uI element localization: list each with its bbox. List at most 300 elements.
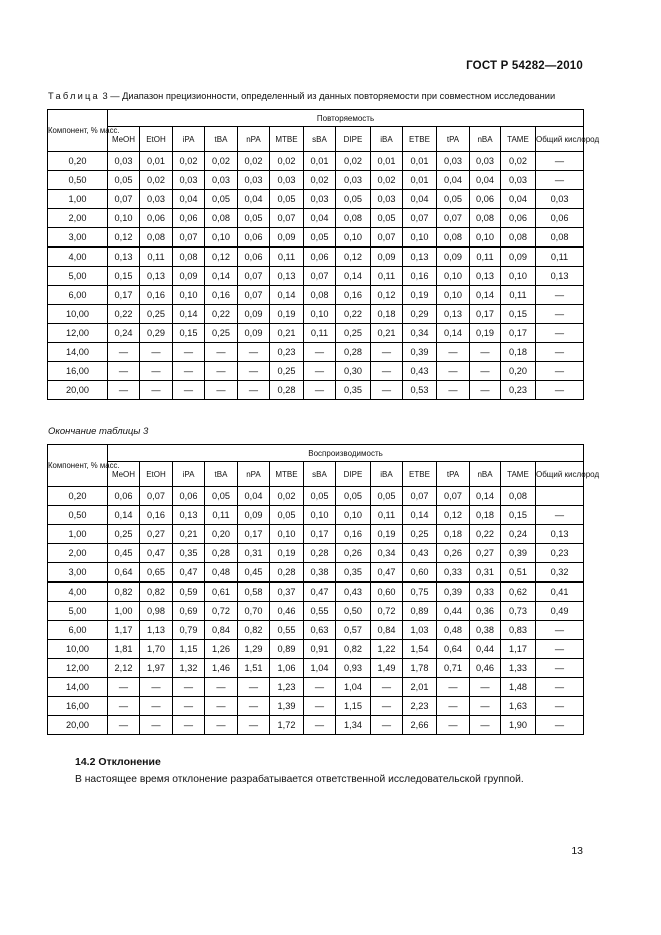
column-header: tPA bbox=[437, 127, 470, 152]
value-cell: 0,32 bbox=[536, 563, 584, 583]
value-cell: — bbox=[437, 678, 470, 697]
value-cell: 0,73 bbox=[501, 602, 536, 621]
value-cell: — bbox=[205, 716, 238, 735]
value-cell: 0,12 bbox=[437, 506, 470, 525]
value-cell: — bbox=[536, 716, 584, 735]
value-cell: 0,63 bbox=[304, 621, 336, 640]
value-cell: 0,16 bbox=[403, 267, 437, 286]
value-cell: 0,02 bbox=[140, 171, 173, 190]
value-cell: 1,90 bbox=[501, 716, 536, 735]
value-cell: — bbox=[437, 381, 470, 400]
value-cell: 0,02 bbox=[501, 152, 536, 171]
table-row bbox=[48, 247, 584, 267]
value-cell: 0,04 bbox=[437, 171, 470, 190]
component-cell: 6,00 bbox=[48, 621, 108, 640]
value-cell: — bbox=[371, 343, 403, 362]
value-cell: 0,04 bbox=[238, 190, 270, 209]
value-cell: — bbox=[304, 381, 336, 400]
value-cell: 0,72 bbox=[205, 602, 238, 621]
table-row bbox=[48, 228, 584, 248]
value-cell: 0,14 bbox=[403, 506, 437, 525]
value-cell: 2,12 bbox=[108, 659, 140, 678]
value-cell: 1,54 bbox=[403, 640, 437, 659]
value-cell: — bbox=[140, 697, 173, 716]
section-title: 14.2 Отклонение bbox=[75, 756, 161, 768]
value-cell: 0,05 bbox=[304, 228, 336, 248]
column-header: MeOH bbox=[108, 127, 140, 152]
value-cell: 0,41 bbox=[536, 582, 584, 602]
value-cell: — bbox=[536, 506, 584, 525]
value-cell: 0,11 bbox=[501, 286, 536, 305]
value-cell: 0,25 bbox=[336, 324, 371, 343]
value-cell: 0,59 bbox=[173, 582, 205, 602]
value-cell: 0,45 bbox=[108, 544, 140, 563]
value-cell: 0,37 bbox=[270, 582, 304, 602]
value-cell: 0,47 bbox=[371, 563, 403, 583]
value-cell: 0,03 bbox=[371, 190, 403, 209]
column-header: iPA bbox=[173, 127, 205, 152]
value-cell: 0,27 bbox=[140, 525, 173, 544]
value-cell: — bbox=[173, 697, 205, 716]
value-cell: 0,08 bbox=[205, 209, 238, 228]
value-cell: 0,05 bbox=[371, 209, 403, 228]
value-cell: 0,03 bbox=[205, 171, 238, 190]
value-cell: 1,97 bbox=[140, 659, 173, 678]
value-cell: 0,48 bbox=[205, 563, 238, 583]
value-cell: 0,72 bbox=[371, 602, 403, 621]
value-cell: 0,25 bbox=[140, 305, 173, 324]
value-cell: 0,04 bbox=[173, 190, 205, 209]
value-cell: — bbox=[238, 381, 270, 400]
value-cell: 0,11 bbox=[270, 247, 304, 267]
column-header: tBA bbox=[205, 462, 238, 487]
table-row bbox=[48, 343, 584, 362]
component-cell: 2,00 bbox=[48, 209, 108, 228]
value-cell: 0,58 bbox=[238, 582, 270, 602]
value-cell: 0,25 bbox=[270, 362, 304, 381]
value-cell: — bbox=[205, 678, 238, 697]
value-cell: 0,01 bbox=[403, 152, 437, 171]
value-cell: 0,06 bbox=[108, 487, 140, 506]
value-cell: 0,05 bbox=[336, 487, 371, 506]
value-cell: 0,53 bbox=[403, 381, 437, 400]
table-row bbox=[48, 621, 584, 640]
value-cell: 0,05 bbox=[336, 190, 371, 209]
value-cell: 0,24 bbox=[108, 324, 140, 343]
value-cell: 0,02 bbox=[371, 171, 403, 190]
value-cell: 0,89 bbox=[403, 602, 437, 621]
column-header: nPA bbox=[238, 127, 270, 152]
value-cell: — bbox=[437, 697, 470, 716]
value-cell: — bbox=[173, 678, 205, 697]
component-cell: 0,50 bbox=[48, 171, 108, 190]
value-cell: 0,03 bbox=[140, 190, 173, 209]
table-row bbox=[48, 525, 584, 544]
table-row bbox=[48, 286, 584, 305]
value-cell: 0,11 bbox=[371, 506, 403, 525]
table-row bbox=[48, 152, 584, 171]
value-cell: 0,17 bbox=[470, 305, 501, 324]
value-cell: 0,21 bbox=[371, 324, 403, 343]
value-cell: 0,22 bbox=[205, 305, 238, 324]
value-cell: 0,14 bbox=[336, 267, 371, 286]
value-cell: 0,35 bbox=[336, 563, 371, 583]
value-cell: 0,23 bbox=[270, 343, 304, 362]
value-cell: 0,01 bbox=[140, 152, 173, 171]
component-cell: 16,00 bbox=[48, 697, 108, 716]
component-cell: 4,00 bbox=[48, 582, 108, 602]
value-cell: 0,28 bbox=[205, 544, 238, 563]
value-cell: 0,18 bbox=[371, 305, 403, 324]
table-caption bbox=[48, 91, 555, 101]
value-cell: 0,03 bbox=[470, 152, 501, 171]
value-cell: 0,57 bbox=[336, 621, 371, 640]
component-cell: 20,00 bbox=[48, 716, 108, 735]
value-cell: — bbox=[238, 678, 270, 697]
value-cell: — bbox=[371, 678, 403, 697]
table-row bbox=[48, 716, 584, 735]
value-cell: 0,11 bbox=[536, 247, 584, 267]
value-cell: 0,84 bbox=[205, 621, 238, 640]
value-cell: 0,24 bbox=[501, 525, 536, 544]
value-cell: 0,33 bbox=[470, 582, 501, 602]
value-cell: 1,39 bbox=[270, 697, 304, 716]
component-cell: 0,50 bbox=[48, 506, 108, 525]
table-row bbox=[48, 544, 584, 563]
component-cell: 16,00 bbox=[48, 362, 108, 381]
value-cell: 0,33 bbox=[437, 563, 470, 583]
value-cell: 0,89 bbox=[270, 640, 304, 659]
value-cell: — bbox=[536, 343, 584, 362]
table-row bbox=[48, 171, 584, 190]
value-cell: 0,25 bbox=[108, 525, 140, 544]
value-cell: — bbox=[437, 362, 470, 381]
value-cell: — bbox=[140, 343, 173, 362]
value-cell: 0,13 bbox=[470, 267, 501, 286]
table-header-row bbox=[48, 110, 584, 127]
component-cell: 0,20 bbox=[48, 152, 108, 171]
value-cell: 0,06 bbox=[140, 209, 173, 228]
value-cell: 0,11 bbox=[470, 247, 501, 267]
value-cell: 0,07 bbox=[140, 487, 173, 506]
value-cell: 0,15 bbox=[173, 324, 205, 343]
column-header: EtOH bbox=[140, 462, 173, 487]
value-cell: 0,10 bbox=[437, 286, 470, 305]
value-cell: — bbox=[238, 716, 270, 735]
component-column-header: Компонент, % масс. bbox=[48, 110, 108, 152]
value-cell: 0,15 bbox=[501, 506, 536, 525]
table-header-row bbox=[48, 127, 584, 152]
value-cell: 0,13 bbox=[108, 247, 140, 267]
column-header: TAME bbox=[501, 127, 536, 152]
value-cell: 0,16 bbox=[336, 286, 371, 305]
value-cell: — bbox=[140, 716, 173, 735]
value-cell: 0,07 bbox=[304, 267, 336, 286]
column-header: Общий кислород bbox=[536, 462, 584, 487]
value-cell: 1,29 bbox=[238, 640, 270, 659]
column-header: EtOH bbox=[140, 127, 173, 152]
value-cell: 0,07 bbox=[437, 487, 470, 506]
table-row bbox=[48, 209, 584, 228]
value-cell: — bbox=[304, 343, 336, 362]
value-cell: 0,10 bbox=[304, 506, 336, 525]
value-cell: 0,47 bbox=[304, 582, 336, 602]
value-cell: 0,03 bbox=[304, 190, 336, 209]
value-cell: 0,07 bbox=[270, 209, 304, 228]
value-cell: — bbox=[536, 305, 584, 324]
value-cell: 0,04 bbox=[470, 171, 501, 190]
value-cell: — bbox=[304, 678, 336, 697]
value-cell: 1,22 bbox=[371, 640, 403, 659]
value-cell: 0,02 bbox=[205, 152, 238, 171]
value-cell: 0,05 bbox=[371, 487, 403, 506]
value-cell: 0,26 bbox=[336, 544, 371, 563]
value-cell: 0,09 bbox=[238, 305, 270, 324]
value-cell: 0,10 bbox=[437, 267, 470, 286]
value-cell: 1,15 bbox=[173, 640, 205, 659]
value-cell: 0,04 bbox=[403, 190, 437, 209]
value-cell: 0,12 bbox=[371, 286, 403, 305]
value-cell: 1,49 bbox=[371, 659, 403, 678]
value-cell: 0,55 bbox=[270, 621, 304, 640]
value-cell: 0,07 bbox=[238, 286, 270, 305]
value-cell: 0,03 bbox=[336, 171, 371, 190]
value-cell: 0,05 bbox=[108, 171, 140, 190]
value-cell: 1,04 bbox=[304, 659, 336, 678]
value-cell: — bbox=[536, 362, 584, 381]
value-cell: 0,06 bbox=[238, 247, 270, 267]
value-cell: — bbox=[205, 343, 238, 362]
value-cell: 0,91 bbox=[304, 640, 336, 659]
value-cell: 1,48 bbox=[501, 678, 536, 697]
value-cell: 1,15 bbox=[336, 697, 371, 716]
column-header: tPA bbox=[437, 462, 470, 487]
value-cell: — bbox=[536, 640, 584, 659]
value-cell: 0,08 bbox=[536, 228, 584, 248]
value-cell: 0,07 bbox=[371, 228, 403, 248]
value-cell: — bbox=[371, 362, 403, 381]
value-cell: 0,03 bbox=[536, 190, 584, 209]
component-cell: 1,00 bbox=[48, 525, 108, 544]
value-cell: 0,25 bbox=[403, 525, 437, 544]
value-cell: 0,19 bbox=[270, 544, 304, 563]
column-header: DIPE bbox=[336, 127, 371, 152]
value-cell: 0,14 bbox=[205, 267, 238, 286]
value-cell: 0,02 bbox=[304, 171, 336, 190]
value-cell: 0,12 bbox=[336, 247, 371, 267]
value-cell: 0,01 bbox=[403, 171, 437, 190]
value-cell: 0,48 bbox=[437, 621, 470, 640]
value-cell: 0,06 bbox=[173, 487, 205, 506]
value-cell: 0,38 bbox=[304, 563, 336, 583]
table-row bbox=[48, 381, 584, 400]
column-header: nBA bbox=[470, 462, 501, 487]
value-cell: 1,17 bbox=[108, 621, 140, 640]
value-cell: 0,20 bbox=[501, 362, 536, 381]
value-cell: 0,14 bbox=[470, 286, 501, 305]
value-cell: — bbox=[238, 362, 270, 381]
value-cell: 0,03 bbox=[501, 171, 536, 190]
value-cell: 0,28 bbox=[270, 563, 304, 583]
component-cell: 5,00 bbox=[48, 602, 108, 621]
column-header: ETBE bbox=[403, 462, 437, 487]
column-header: sBA bbox=[304, 462, 336, 487]
value-cell: 0,09 bbox=[270, 228, 304, 248]
component-column-header: Компонент, % масс. bbox=[48, 445, 108, 487]
value-cell: 2,66 bbox=[403, 716, 437, 735]
value-cell: 0,16 bbox=[205, 286, 238, 305]
component-cell: 6,00 bbox=[48, 286, 108, 305]
value-cell: 0,03 bbox=[437, 152, 470, 171]
value-cell: 0,70 bbox=[238, 602, 270, 621]
value-cell: 0,02 bbox=[336, 152, 371, 171]
table-row bbox=[48, 190, 584, 209]
table-row bbox=[48, 640, 584, 659]
value-cell: — bbox=[536, 286, 584, 305]
value-cell: 0,82 bbox=[238, 621, 270, 640]
value-cell: 0,47 bbox=[173, 563, 205, 583]
value-cell: 0,79 bbox=[173, 621, 205, 640]
value-cell: 0,98 bbox=[140, 602, 173, 621]
value-cell: 0,12 bbox=[205, 247, 238, 267]
value-cell: 0,01 bbox=[371, 152, 403, 171]
value-cell: 0,17 bbox=[501, 324, 536, 343]
value-cell: 1,78 bbox=[403, 659, 437, 678]
value-cell: 0,02 bbox=[270, 152, 304, 171]
value-cell: 0,62 bbox=[501, 582, 536, 602]
value-cell: — bbox=[536, 152, 584, 171]
value-cell: 1,04 bbox=[336, 678, 371, 697]
value-cell: 1,32 bbox=[173, 659, 205, 678]
value-cell: 0,04 bbox=[304, 209, 336, 228]
value-cell: — bbox=[437, 343, 470, 362]
value-cell: 0,11 bbox=[205, 506, 238, 525]
value-cell: 0,29 bbox=[140, 324, 173, 343]
table-row bbox=[48, 267, 584, 286]
value-cell: 0,06 bbox=[536, 209, 584, 228]
value-cell: 1,46 bbox=[205, 659, 238, 678]
value-cell: — bbox=[205, 697, 238, 716]
table-row bbox=[48, 563, 584, 583]
column-header: iBA bbox=[371, 462, 403, 487]
value-cell: 0,35 bbox=[173, 544, 205, 563]
column-header: TAME bbox=[501, 462, 536, 487]
value-cell: 0,18 bbox=[470, 506, 501, 525]
table-row bbox=[48, 582, 584, 602]
value-cell: 0,15 bbox=[501, 305, 536, 324]
value-cell: 0,13 bbox=[437, 305, 470, 324]
column-header: nPA bbox=[238, 462, 270, 487]
value-cell: 0,14 bbox=[108, 506, 140, 525]
repeatability-table bbox=[47, 109, 600, 400]
value-cell: 0,06 bbox=[501, 209, 536, 228]
column-header: MeOH bbox=[108, 462, 140, 487]
table-row bbox=[48, 506, 584, 525]
value-cell: 0,08 bbox=[336, 209, 371, 228]
value-cell: — bbox=[536, 171, 584, 190]
value-cell: 0,44 bbox=[470, 640, 501, 659]
value-cell: 0,09 bbox=[238, 324, 270, 343]
value-cell: — bbox=[238, 697, 270, 716]
value-cell: — bbox=[470, 381, 501, 400]
column-header: sBA bbox=[304, 127, 336, 152]
value-cell: — bbox=[173, 716, 205, 735]
value-cell: — bbox=[536, 621, 584, 640]
value-cell: 0,07 bbox=[238, 267, 270, 286]
value-cell: 0,18 bbox=[501, 343, 536, 362]
value-cell: 0,09 bbox=[437, 247, 470, 267]
value-cell: 0,09 bbox=[371, 247, 403, 267]
component-cell: 14,00 bbox=[48, 678, 108, 697]
value-cell: 0,82 bbox=[140, 582, 173, 602]
value-cell: 0,13 bbox=[536, 267, 584, 286]
value-cell: 0,43 bbox=[403, 544, 437, 563]
value-cell: — bbox=[108, 381, 140, 400]
value-cell: — bbox=[304, 716, 336, 735]
value-cell: 0,10 bbox=[403, 228, 437, 248]
value-cell: 0,08 bbox=[304, 286, 336, 305]
value-cell: — bbox=[108, 343, 140, 362]
value-cell: 0,09 bbox=[173, 267, 205, 286]
value-cell: 0,07 bbox=[437, 209, 470, 228]
value-cell: 1,00 bbox=[108, 602, 140, 621]
table-row bbox=[48, 678, 584, 697]
value-cell: 0,21 bbox=[270, 324, 304, 343]
value-cell: 0,03 bbox=[270, 171, 304, 190]
table-caption-text: 3 — Диапазон прецизионности, определенный из данных повторяемости при совместном исследовании bbox=[102, 91, 556, 101]
value-cell: 0,05 bbox=[437, 190, 470, 209]
value-cell: 0,03 bbox=[173, 171, 205, 190]
value-cell: 0,13 bbox=[173, 506, 205, 525]
value-cell: — bbox=[371, 716, 403, 735]
value-cell: 1,03 bbox=[403, 621, 437, 640]
group-header: Воспроизводимость bbox=[108, 445, 584, 462]
value-cell: 0,55 bbox=[304, 602, 336, 621]
table-row bbox=[48, 659, 584, 678]
section-paragraph: В настоящее время отклонение разрабатывается ответственной исследовательской группой. bbox=[75, 774, 524, 785]
value-cell: 0,10 bbox=[270, 525, 304, 544]
value-cell: 0,93 bbox=[336, 659, 371, 678]
value-cell: 0,64 bbox=[437, 640, 470, 659]
value-cell: 0,08 bbox=[437, 228, 470, 248]
value-cell: 0,07 bbox=[403, 487, 437, 506]
value-cell: 0,05 bbox=[238, 209, 270, 228]
value-cell: 0,08 bbox=[501, 228, 536, 248]
column-header: nBA bbox=[470, 127, 501, 152]
value-cell: 0,34 bbox=[403, 324, 437, 343]
value-cell: — bbox=[108, 716, 140, 735]
value-cell: — bbox=[437, 716, 470, 735]
value-cell: — bbox=[108, 362, 140, 381]
value-cell: 0,19 bbox=[371, 525, 403, 544]
value-cell: 0,28 bbox=[270, 381, 304, 400]
value-cell: 0,35 bbox=[336, 381, 371, 400]
value-cell: 0,60 bbox=[371, 582, 403, 602]
value-cell: 0,11 bbox=[304, 324, 336, 343]
value-cell: 0,14 bbox=[173, 305, 205, 324]
value-cell: 0,36 bbox=[470, 602, 501, 621]
value-cell: 1,81 bbox=[108, 640, 140, 659]
table-continuation-caption: Окончание таблицы 3 bbox=[48, 426, 149, 437]
value-cell: 0,09 bbox=[501, 247, 536, 267]
value-cell: 1,23 bbox=[270, 678, 304, 697]
value-cell: 0,07 bbox=[403, 209, 437, 228]
value-cell: 0,11 bbox=[371, 267, 403, 286]
value-cell: 0,13 bbox=[536, 525, 584, 544]
value-cell: 0,05 bbox=[270, 506, 304, 525]
value-cell: 0,17 bbox=[238, 525, 270, 544]
value-cell: 0,19 bbox=[470, 324, 501, 343]
